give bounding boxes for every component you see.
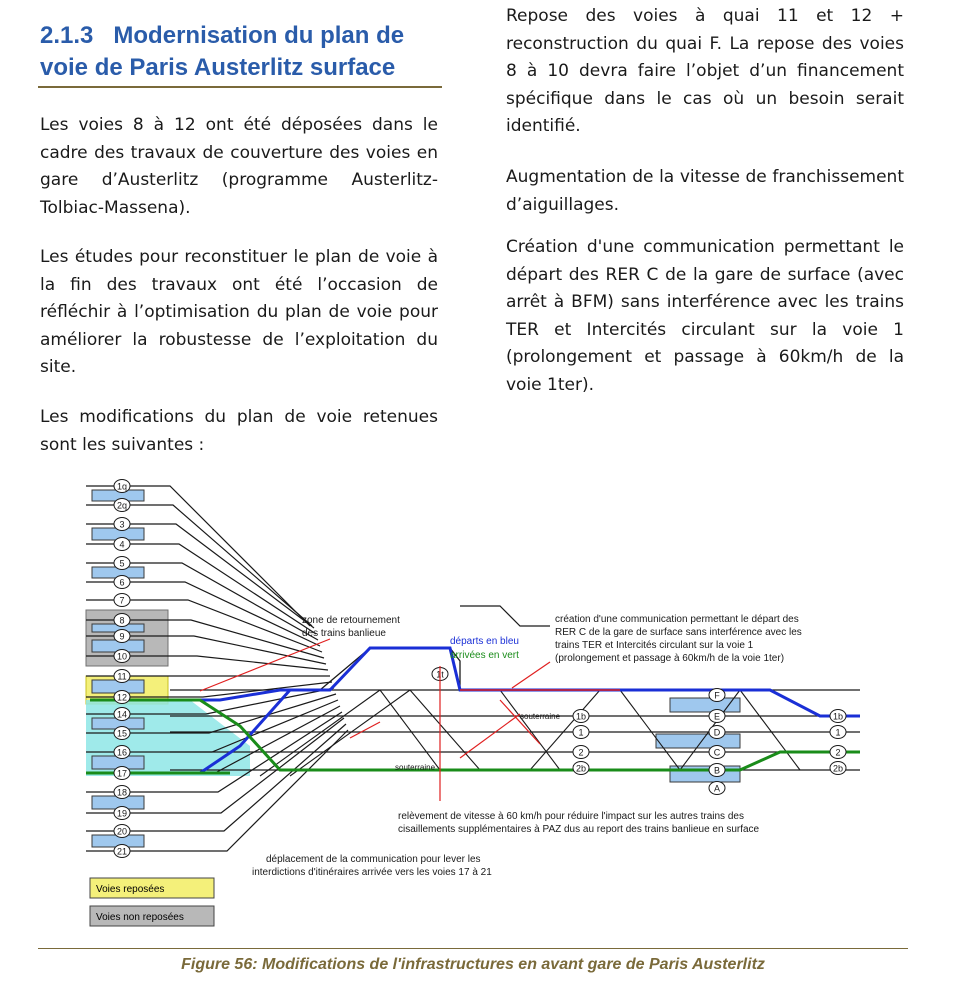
left-track-label-12-text: 12 (116, 692, 128, 703)
right-track-label-6-group (709, 782, 725, 795)
inner-label-1-text: 1t (436, 669, 444, 680)
souterraine-label-top: souterraine (520, 712, 561, 721)
left-track-label-5-text: 5 (119, 558, 125, 569)
left-track-label-15-group (114, 746, 130, 759)
track-plan-figure (80, 476, 880, 936)
left-track-label-2-text: 2q (116, 500, 128, 511)
inner-label-2-group (573, 710, 589, 723)
left-paragraph-3: Les modifications du plan de voie retenues sont les suivantes : (40, 407, 438, 455)
pointer-communication (512, 662, 550, 688)
left-track-label-4-text: 4 (119, 539, 125, 550)
zone-retournement-line2: des trains banlieue (302, 628, 386, 639)
left-track-label-3-text: 3 (119, 519, 125, 530)
left-track-label-13-group (114, 708, 130, 721)
left-track-label-19-group (114, 825, 130, 838)
deplacement-line1: déplacement de la communication pour lever les (266, 854, 481, 865)
crossover-6 (530, 690, 600, 770)
right-track-label-5-group (709, 764, 725, 777)
left-track-label-3-group (114, 518, 130, 531)
left-track-label-6-group (114, 576, 130, 589)
left-track-label-10-text: 10 (116, 651, 128, 662)
left-track-label-9-group (114, 630, 130, 643)
tracks-group (86, 486, 860, 851)
exit-label-3-text: 2 (835, 747, 841, 758)
arrivees-label: arrivées en vert (450, 650, 519, 661)
left-track-label-10-group (114, 650, 130, 663)
right-track-label-1-group (709, 689, 725, 702)
left-track-label-11-group (114, 670, 130, 683)
left-track-label-1-text: 1q (116, 481, 128, 492)
left-track-label-20-group (114, 845, 130, 858)
communication-line1: création d'une communication permettant le départ des (555, 614, 799, 625)
section-title: Modernisation du plan de voie de Paris Austerlitz surface (40, 22, 405, 81)
crossover-4 (410, 690, 480, 770)
left-track-label-14-text: 15 (116, 728, 128, 739)
crossover-5 (500, 690, 560, 770)
relevement-line2: cisaillements supplémentaires à PAZ dus au report des trains banlieue en surface (398, 824, 760, 835)
platforms-group (92, 490, 740, 847)
right-paragraph-2: Augmentation de la vitesse de franchissement d’aiguillages. (506, 167, 904, 215)
section-heading (40, 20, 440, 84)
right-track-label-4-group (709, 746, 725, 759)
exit-label-1-group (830, 710, 846, 723)
inner-label-4-group (573, 746, 589, 759)
left-track-label-5-group (114, 557, 130, 570)
inner-label-3-text: 1 (578, 727, 584, 738)
figure-caption: Figure 56: Modifications de l'infrastructures en avant gare de Paris Austerlitz (181, 956, 765, 973)
caption-rule (38, 948, 908, 949)
right-track-label-6-text: A (713, 783, 721, 794)
left-track-label-16-group (114, 767, 130, 780)
left-track-label-6-text: 6 (119, 577, 125, 588)
left-track-label-7-text: 7 (119, 595, 125, 606)
right-paragraph-1: Repose des voies à quai 11 et 12 + reconstruction du quai F. La repose des voies 8 à 10 devra faire l’objet d’un financement spécifique dans le cas où un besoin serait identifié. (506, 6, 904, 136)
souterraine-label-bottom: souterraine (395, 763, 436, 772)
left-track-label-14-group (114, 727, 130, 740)
right-track-label-1-text: F (714, 690, 720, 701)
right-track-label-3-group (709, 726, 725, 739)
left-track-label-15-text: 16 (116, 747, 128, 758)
inner-label-2-text: 1b (575, 711, 587, 722)
left-track-label-8-text: 8 (119, 615, 125, 626)
right-platform-3 (670, 766, 740, 782)
right-paragraph-3: Création d'une communication permettant le départ des RER C de la gare de surface (avec arrêt à BFM) sans interférence avec les trains TER et Intercités circulant sur la voie 1 (prolongement et passage à 60km/h de la voie 1ter). (506, 237, 904, 395)
left-track-label-18-text: 19 (116, 808, 128, 819)
left-track-label-20-text: 21 (116, 846, 128, 857)
left-track-label-7-group (114, 594, 130, 607)
right-track-label-2-group (709, 710, 725, 723)
pointer-relevement-1 (500, 700, 540, 744)
track-upper-branch (460, 606, 550, 626)
exit-label-2-text: 1 (835, 727, 841, 738)
exit-label-4-text: 2b (832, 763, 844, 774)
left-track-label-16-text: 17 (116, 768, 128, 779)
deplacement-line2: interdictions d'itinéraires arrivée vers les voies 17 à 21 (252, 867, 492, 878)
track-labels-group (114, 480, 846, 858)
left-track-label-12-group (114, 691, 130, 704)
right-track-label-3-text: D (713, 727, 721, 738)
left-track-label-17-group (114, 786, 130, 799)
exit-label-4-group (830, 762, 846, 775)
legend-reposees-label: Voies reposées (96, 884, 165, 895)
inner-label-5-group (573, 762, 589, 775)
communication-line3: trains TER et Intercités circulant sur la voie 1 (555, 640, 754, 651)
inner-label-5-text: 2b (575, 763, 587, 774)
exit-label-1-text: 1b (832, 711, 844, 722)
inner-label-4-text: 2 (578, 747, 584, 758)
heading-rule (38, 86, 442, 88)
pointer-retournement (200, 639, 330, 691)
exit-label-2-group (830, 726, 846, 739)
section-number: 2.1.3 (40, 22, 94, 49)
right-track-label-5-text: B (713, 765, 721, 776)
right-track-label-4-text: C (713, 747, 721, 758)
exit-label-3-group (830, 746, 846, 759)
left-track-label-18-group (114, 807, 130, 820)
communication-line4: (prolongement et passage à 60km/h de la voie 1ter) (555, 653, 785, 664)
zone-retournement-line1: zone de retournement (302, 615, 400, 626)
legend-non-reposees-label: Voies non reposées (96, 912, 184, 923)
track-plan-diagram (80, 476, 880, 936)
left-track-label-9-text: 9 (119, 631, 125, 642)
left-paragraph-1: Les voies 8 à 12 ont été déposées dans le cadre des travaux de couverture des voies en gare d’Austerlitz (programme Austerlitz-Tolbiac-Massena). (40, 115, 438, 218)
inner-label-3-group (573, 726, 589, 739)
left-track-label-19-text: 20 (116, 826, 128, 837)
crossover-3 (380, 690, 440, 770)
right-track-label-2-text: E (713, 711, 721, 722)
communication-line2: RER C de la gare de surface sans interférence avec les (555, 627, 802, 638)
left-track-label-11-text: 11 (117, 671, 127, 682)
left-track-label-1-group (114, 480, 130, 493)
left-track-label-4-group (114, 538, 130, 551)
left-paragraph-2: Les études pour reconstituer le plan de voie à la fin des travaux ont été l’occasion de réfléchir à l’optimisation du plan de voie pour améliorer la robustesse de l’exploitation du site. (40, 247, 438, 377)
relevement-line1: relèvement de vitesse à 60 km/h pour réduire l'impact sur les autres trains des (398, 811, 744, 822)
left-track-label-2-group (114, 499, 130, 512)
left-track-label-17-text: 18 (116, 787, 128, 798)
left-track-label-13-text: 14 (116, 709, 128, 720)
left-track-label-8-group (114, 614, 130, 627)
departs-label: départs en bleu (450, 636, 519, 647)
right-platform-1 (670, 698, 740, 712)
